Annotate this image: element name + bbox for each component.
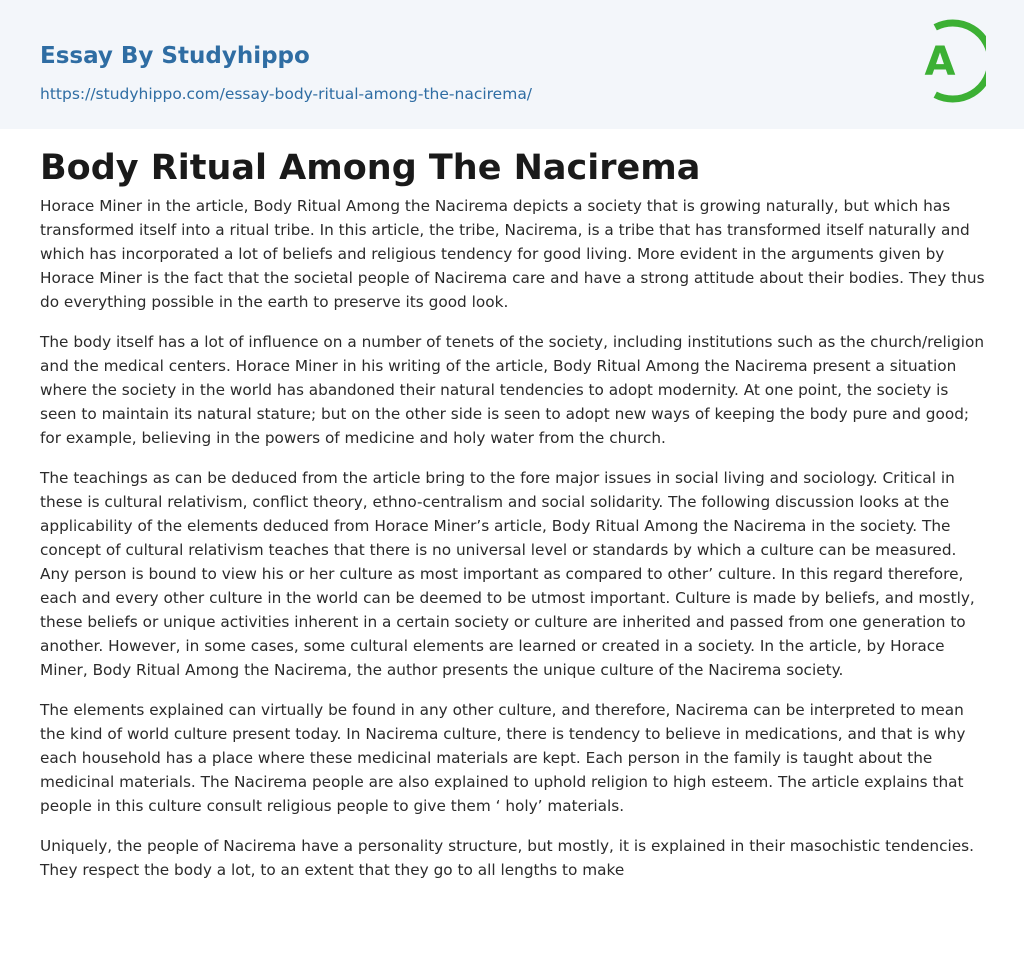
essay-body [40,194,988,898]
essay-paragraph: Horace Miner in the article, Body Ritual Among the Nacirema depicts a society that is growing naturally, but which has transformed itself into a ritual tribe. In this article, the tribe, Nacirema, is a tribe that has transformed itself naturally and which has incorporated a lot of beliefs and religious tendency for good living. More evident in the arguments given by Horace Miner is the fact that the societal people of Nacirema care and have a strong attitude about their bodies. They thus do everything possible in the earth to preserve its good look. [40,197,985,311]
essay-paragraph: The elements explained can virtually be found in any other culture, and therefore, Nacirema can be interpreted to mean the kind of world culture present today. In Nacirema culture, there is tendency to believe in medications, and that is why each household has a place where these medicinal materials are kept. Each person in the family is taught about the medicinal materials. The Nacirema people are also explained to uphold religion to high esteem. The article explains that people in this culture consult religious people to give them ‘ holy’ materials. [40,701,966,815]
essay-title: Body Ritual Among The Nacirema [40,148,701,188]
studyhippo-logo-icon[interactable] [912,19,986,105]
site-brand[interactable]: Essay By Studyhippo [40,43,310,69]
essay-paragraph: Uniquely, the people of Nacirema have a personality structure, but mostly, it is explained in their masochistic tendencies. They respect the body a lot, to an extent that they go to all lengths to make [40,837,974,879]
essay-paragraph: The body itself has a lot of influence on a number of tenets of the society, including institutions such as the church/religion and the medical centers. Horace Miner in his writing of the article, Body Ritual Among the Nacirema present a situation where the society in the world has abandoned their natural tendencies to adopt modernity. At one point, the society is seen to maintain its natural stature; but on the other side is seen to adopt new ways of keeping the body pure and good; for example, believing in the powers of medicine and holy water from the church. [40,333,985,447]
essay-url-link[interactable]: https://studyhippo.com/essay-body-ritual-among-the-nacirema/ [40,85,533,103]
essay-paragraph: The teachings as can be deduced from the article bring to the fore major issues in social living and sociology. Critical in these is cultural relativism, conflict theory, ethno-centralism and social solidarity. The following discussion looks at the applicability of the elements deduced from Horace Miner’s article, Body Ritual Among the Nacirema in the society. The concept of cultural relativism teaches that there is no universal level or standards by which a culture can be measured. Any person is bound to view his or her culture as most important as compared to other’ culture. In this regard therefore, each and every other culture in the world can be deemed to be utmost important. Culture is made by beliefs, and mostly, these beliefs or unique activities inherent in a certain society or culture are inherited and passed from one generation to another. However, in some cases, some cultural elements are learned or created in a society. In the article, by Horace Miner, Body Ritual Among the Nacirema, the author presents the unique culture of the Nacirema society. [40,469,975,679]
site-header [0,0,1024,129]
logo-letter: A [924,39,956,85]
